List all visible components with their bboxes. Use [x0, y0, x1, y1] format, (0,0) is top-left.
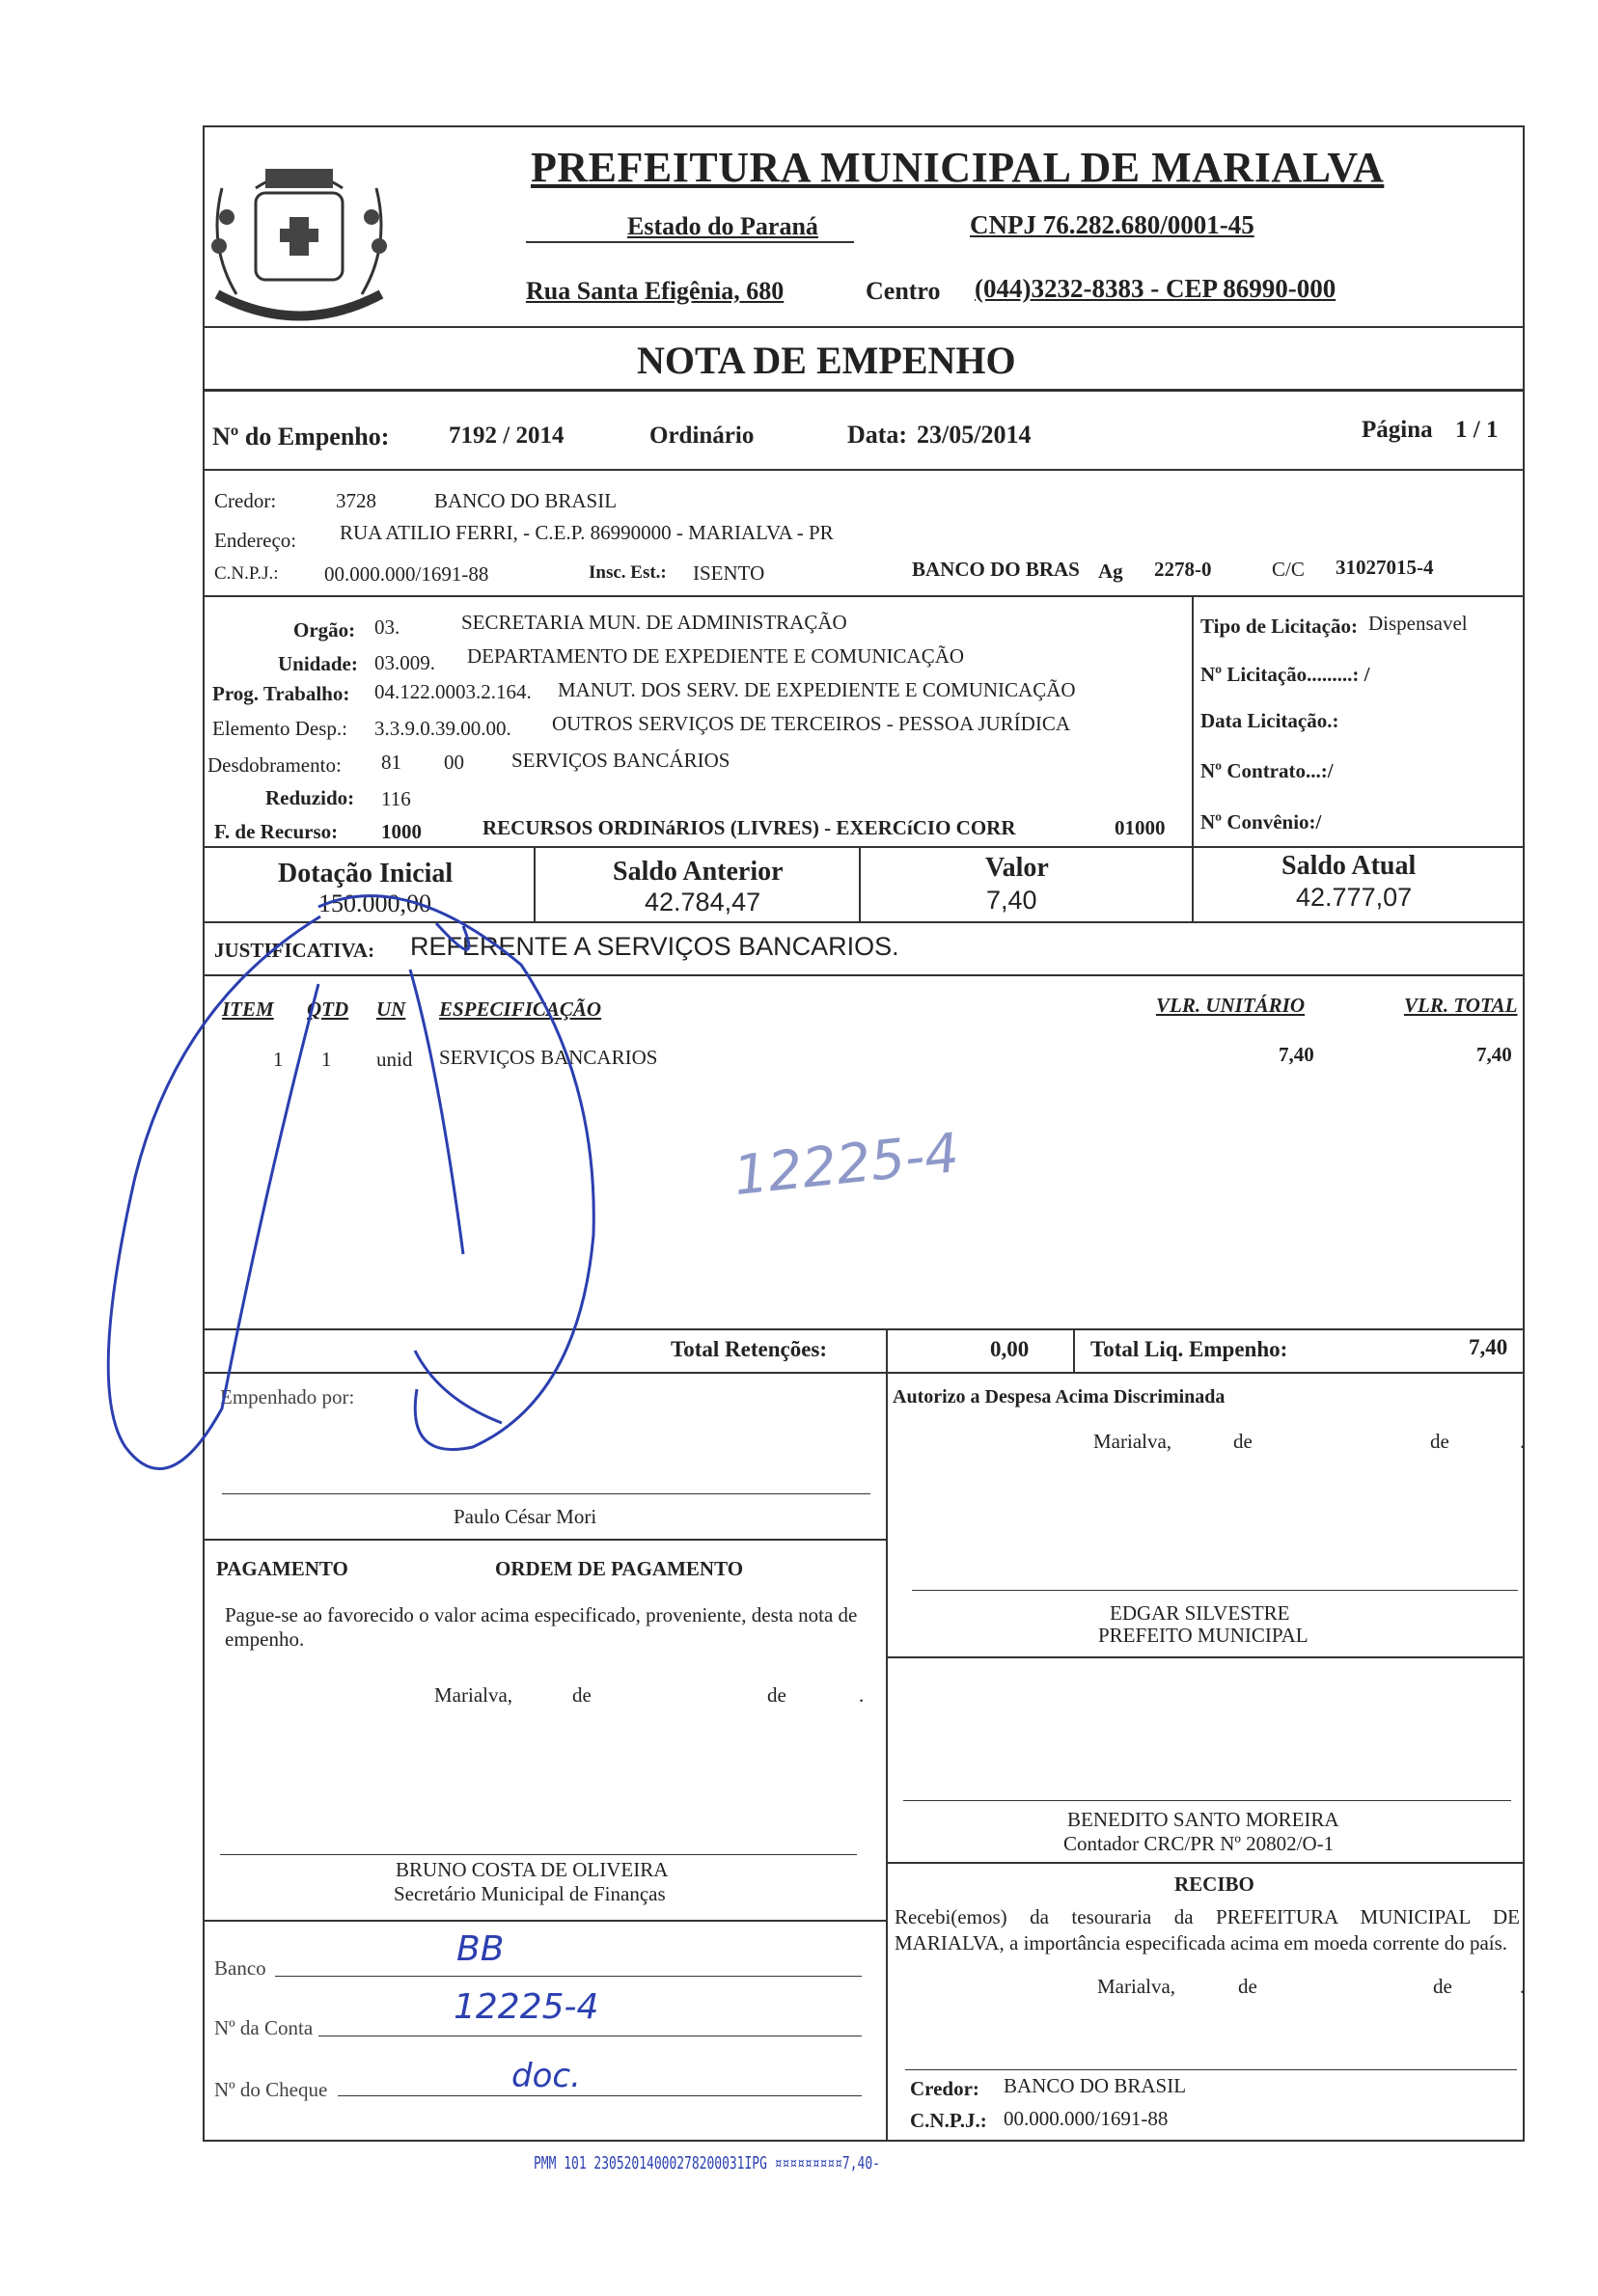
banco-name: BANCO DO BRAS [912, 558, 1080, 581]
justificativa-text: REFERENTE A SERVIÇOS BANCARIOS. [410, 932, 899, 961]
saldo-atual-value: 42.777,07 [1296, 883, 1413, 912]
credor-code: 3728 [336, 489, 376, 512]
col-especificacao: ESPECIFICAÇÃO [439, 998, 602, 1021]
item-qtd: 1 [321, 1048, 332, 1071]
desdob-desc: SERVIÇOS BANCÁRIOS [511, 749, 730, 772]
left-local-de2: de [767, 1683, 786, 1707]
valor-value: 7,40 [986, 886, 1037, 915]
conta-label: Nº da Conta [214, 2016, 314, 2039]
state-text: Estado do Paraná [627, 212, 818, 240]
n-convenio: Nº Convênio:/ [1200, 810, 1322, 834]
item-vlr-unit: 7,40 [1279, 1043, 1314, 1066]
item-num: 1 [273, 1048, 284, 1071]
col-un: UN [376, 998, 406, 1021]
cnpj-label: C.N.P.J.: [214, 563, 279, 584]
item-spec: SERVIÇOS BANCARIOS [439, 1046, 658, 1069]
banco-label: Banco [214, 1956, 266, 1980]
empenho-label: Nº do Empenho: [212, 423, 390, 451]
recibo-credor-label: Credor: [910, 2077, 979, 2100]
cheque-handwritten: doc. [511, 2057, 581, 2095]
retencoes-label: Total Retenções: [671, 1337, 828, 1361]
col-item: ITEM [222, 998, 274, 1021]
contador-name: BENEDITO SANTO MOREIRA [1067, 1808, 1339, 1831]
address-text: Rua Santa Efigênia, 680 [526, 277, 785, 305]
recurso-desc: RECURSOS ORDINáRIOS (LIVRES) - EXERCíCIO CORR [482, 816, 1016, 839]
right-local-de2: de [1430, 1430, 1449, 1453]
prefeito-role: PREFEITO MUNICIPAL [1098, 1624, 1309, 1647]
right-local-de1: de [1233, 1430, 1253, 1453]
recibo-cnpj-value: 00.000.000/1691-88 [1004, 2107, 1169, 2130]
page-label: Página [1362, 417, 1433, 443]
data-licitacao: Data Licitação.: [1200, 709, 1339, 732]
cc-label: C/C [1272, 558, 1305, 581]
page-value: 1 / 1 [1455, 417, 1499, 443]
cnpj-value: 00.000.000/1691-88 [324, 562, 489, 586]
col-vlr-unitario: VLR. UNITÁRIO [1156, 994, 1306, 1017]
recibo-local-de1: de [1238, 1975, 1257, 1998]
handwritten-note: 12225-4 [730, 1121, 962, 1209]
recurso-label: F. de Recurso: [214, 820, 339, 843]
desdob-b: 00 [444, 751, 464, 774]
cnpj-header: CNPJ 76.282.680/0001-45 [970, 210, 1254, 239]
saldo-atual-label: Saldo Atual [1281, 851, 1417, 881]
recibo-cnpj-label: C.N.P.J.: [910, 2109, 987, 2132]
prefeito-name: EDGAR SILVESTRE [1110, 1601, 1290, 1625]
elemento-desc: OUTROS SERVIÇOS DE TERCEIROS - PESSOA JURÍDICA [552, 712, 1071, 735]
n-licitacao: Nº Licitação.........: / [1200, 663, 1370, 686]
dotacao-inicial-label: Dotação Inicial [278, 859, 454, 888]
secretario-role: Secretário Municipal de Finanças [394, 1882, 666, 1905]
reduzido-value: 116 [381, 787, 411, 810]
unidade-label: Unidade: [278, 652, 358, 675]
secretario-name: BRUNO COSTA DE OLIVEIRA [396, 1858, 669, 1881]
saldo-anterior-label: Saldo Anterior [613, 857, 784, 887]
desdob-a: 81 [381, 751, 401, 774]
empenho-type: Ordinário [649, 423, 755, 449]
recibo-credor-value: BANCO DO BRASIL [1004, 2074, 1187, 2097]
recibo-local-dot: . [1520, 1975, 1526, 1998]
ordem-label: ORDEM DE PAGAMENTO [495, 1557, 744, 1580]
valor-label: Valor [985, 853, 1049, 883]
prog-desc: MANUT. DOS SERV. DE EXPEDIENTE E COMUNICAÇÃO [558, 678, 1076, 701]
barcode-text: PMM 101 23052014000278200031IPG ¤¤¤¤¤¤¤¤¤7,40- [534, 2153, 880, 2173]
dotacao-inicial-value: 150.000,00 [318, 889, 431, 917]
justificativa-label: JUSTIFICATIVA: [214, 939, 375, 962]
banco-handwritten: BB [456, 1929, 505, 1969]
conta-handwritten: 12225-4 [454, 1987, 599, 2027]
right-local-city: Marialva, [1093, 1430, 1172, 1453]
saldo-anterior-value: 42.784,47 [645, 888, 761, 916]
insc-label: Insc. Est.: [589, 562, 667, 583]
doc-title: NOTA DE EMPENHO [637, 339, 1016, 382]
cc-value: 31027015-4 [1336, 556, 1434, 579]
pagamento-label: PAGAMENTO [216, 1557, 348, 1580]
autorizo-label: Autorizo a Despesa Acima Discriminada [893, 1386, 1226, 1408]
unidade-desc: DEPARTAMENTO DE EXPEDIENTE E COMUNICAÇÃO [467, 644, 965, 668]
col-vlr-total: VLR. TOTAL [1404, 994, 1518, 1017]
left-local-de1: de [572, 1683, 592, 1707]
prog-label: Prog. Trabalho: [212, 682, 350, 705]
elemento-code: 3.3.9.0.39.00.00. [374, 717, 511, 740]
endereco-value: RUA ATILIO FERRI, - C.E.P. 86990000 - MARIALVA - PR [340, 521, 834, 544]
credor-label: Credor: [214, 489, 277, 512]
prog-code: 04.122.0003.2.164. [374, 680, 532, 703]
ordem-text: Pague-se ao favorecido o valor acima especificado, proveniente, desta nota de empenho. [225, 1603, 858, 1651]
left-local-dot: . [859, 1683, 865, 1707]
liq-label: Total Liq. Empenho: [1090, 1337, 1288, 1361]
n-contrato: Nº Contrato...:/ [1200, 759, 1334, 782]
date-value: 23/05/2014 [917, 421, 1032, 449]
liq-value: 7,40 [1469, 1335, 1508, 1359]
credor-name: BANCO DO BRASIL [434, 489, 618, 512]
reduzido-label: Reduzido: [265, 786, 355, 809]
empenhado-label: Empenhado por: [220, 1385, 355, 1408]
empenho-number: 7192 / 2014 [449, 423, 565, 449]
recibo-text: Recebi(emos) da tesouraria da PREFEITURA MUNICIPAL DE MARIALVA, a importância especificada acima em moeda corrente do país. [895, 1905, 1520, 1954]
orgao-label: Orgão: [293, 618, 356, 642]
recurso-code: 1000 [381, 820, 422, 843]
district-text: Centro [866, 277, 941, 305]
orgao-code: 03. [374, 615, 400, 639]
tipo-licitacao-label: Tipo de Licitação: [1200, 615, 1358, 638]
endereco-label: Endereço: [214, 529, 297, 552]
item-un: unid [376, 1048, 413, 1071]
insc-value: ISENTO [693, 561, 765, 585]
date-label: Data: [847, 421, 908, 449]
desdob-label: Desdobramento: [207, 753, 342, 777]
phone-cep-text: (044)3232-8383 - CEP 86990-000 [975, 274, 1336, 303]
cheque-label: Nº do Cheque [214, 2078, 328, 2101]
retencoes-value: 0,00 [990, 1337, 1030, 1361]
tipo-licitacao-value: Dispensavel [1368, 612, 1468, 635]
col-qtd: QTD [307, 998, 349, 1021]
orgao-desc: SECRETARIA MUN. DE ADMINISTRAÇÃO [461, 611, 847, 634]
right-local-dot: . [1520, 1430, 1526, 1453]
unidade-code: 03.009. [374, 651, 435, 674]
recurso-num: 01000 [1115, 816, 1166, 839]
elemento-label: Elemento Desp.: [212, 717, 347, 740]
recibo-local-de2: de [1433, 1975, 1452, 1998]
ag-value: 2278-0 [1154, 558, 1212, 581]
prefeitura-title: PREFEITURA MUNICIPAL DE MARIALVA [531, 144, 1385, 191]
empenhado-name: Paulo César Mori [454, 1505, 597, 1528]
item-vlr-total: 7,40 [1476, 1043, 1512, 1066]
left-local-city: Marialva, [434, 1683, 513, 1707]
contador-role: Contador CRC/PR Nº 20802/O-1 [1063, 1832, 1335, 1855]
recibo-local-city: Marialva, [1097, 1975, 1176, 1998]
recibo-label: RECIBO [1174, 1872, 1254, 1896]
ag-label: Ag [1098, 560, 1123, 583]
